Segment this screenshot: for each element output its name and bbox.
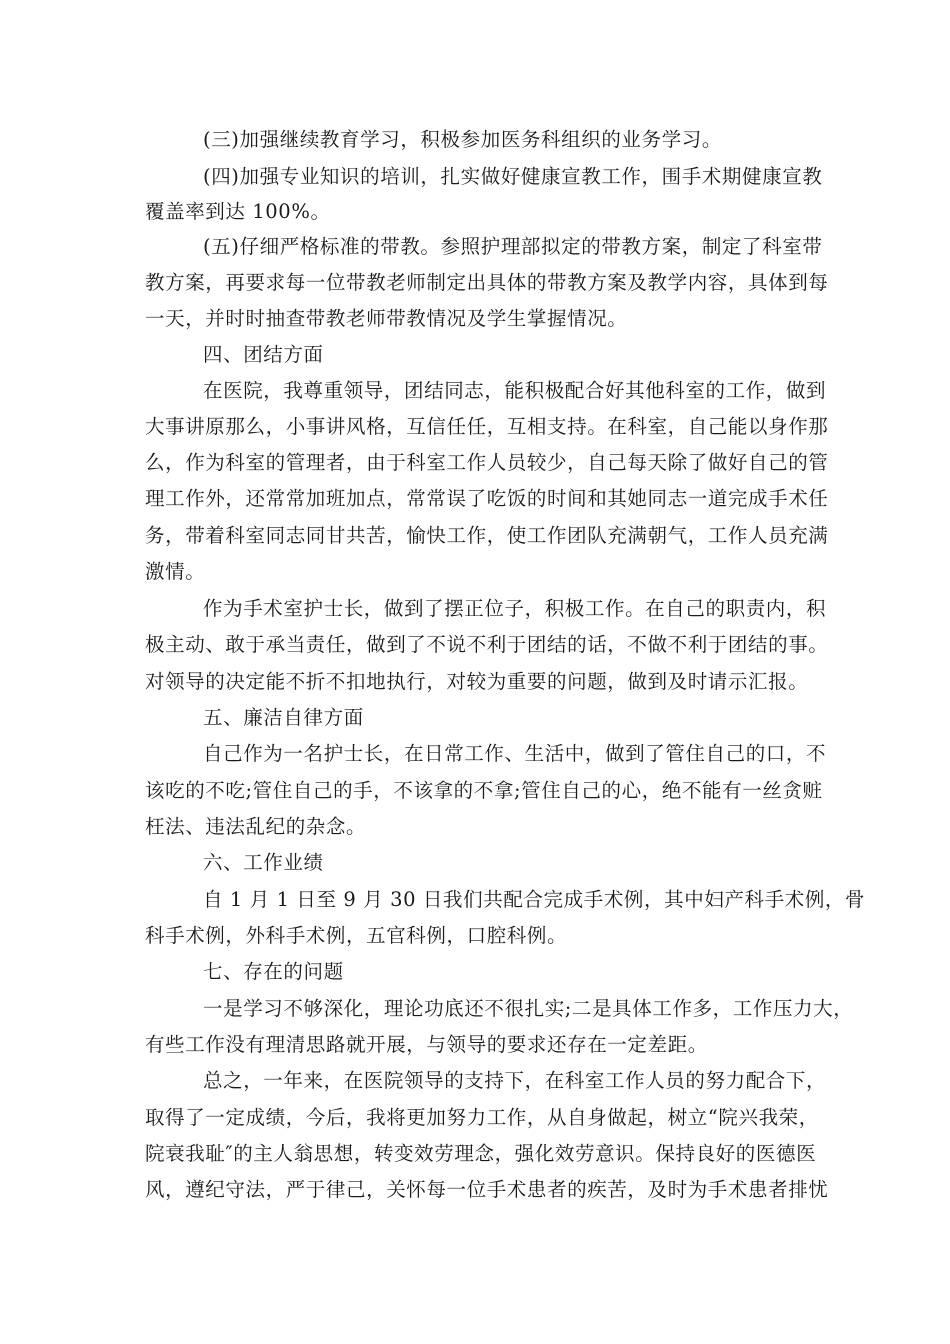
text-line: 该吃的不吃;管住自己的手，不该拿的不拿;管住自己的心，绝不能有一丝贪赃 (145, 779, 823, 802)
text-line: 覆盖率到达 100%。 (145, 200, 331, 223)
text-line: 院衰我耻″的主人翁思想，转变效劳理念，强化效劳意识。保持良好的医德医 (145, 1142, 817, 1165)
section-heading: 六、工作业绩 (203, 851, 324, 874)
text-line: 一是学习不够深化，理论功底还不很扎实;二是具体工作多，工作压力大， (203, 997, 854, 1020)
text-line: 激情。 (145, 560, 206, 583)
text-line: 么，作为科室的管理者，由于科室工作人员较少，自己每天除了做好自己的管 (145, 451, 829, 474)
text-line: (四)加强专业知识的培训，扎实做好健康宣教工作，围手术期健康宣教 (203, 165, 823, 188)
text-line: 对领导的决定能不折不扣地执行，对较为重要的问题，做到及时请示汇报。 (145, 670, 809, 693)
text-line: 风，遵纪守法，严于律己，关怀每一位手术患者的疾苦，及时为手术患者排忧 (145, 1178, 829, 1201)
text-line: 理工作外，还常常加班加点，常常误了吃饭的时间和其她同志一道完成手术任 (145, 487, 829, 510)
section-heading: 四、团结方面 (203, 343, 324, 366)
text-line: 自己作为一名护士长，在日常工作、生活中，做到了管住自己的口，不 (203, 742, 827, 765)
text-line: 教方案，再要求每一位带教老师制定出具体的带教方案及教学内容，具体到每 (145, 271, 829, 294)
text-line: 务，带着科室同志同甘共苦，愉快工作，使工作团队充满朝气，工作人员充满 (145, 524, 829, 547)
text-line: (五)仔细严格标准的带教。参照护理部拟定的带教方案，制定了科室带 (203, 235, 823, 258)
text-line: 科手术例，外科手术例，五官科例，口腔科例。 (145, 924, 568, 947)
text-line: 作为手术室护士长，做到了摆正位子，积极工作。在自己的职责内，积 (203, 597, 827, 620)
text-line: 有些工作没有理清思路就开展，与领导的要求还存在一定差距。 (145, 1033, 708, 1056)
text-line: 自 1 月 1 日至 9 月 30 日我们共配合完成手术例，其中妇产科手术例，骨 (203, 888, 866, 911)
text-line: 大事讲原那么，小事讲风格，互信任任，互相支持。在科室，自己能以身作那 (145, 415, 829, 438)
text-line: 在医院，我尊重领导，团结同志，能积极配合好其他科室的工作，做到 (203, 379, 827, 402)
text-line: 极主动、敢于承当责任，做到了不说不利于团结的话，不做不利于团结的事。 (145, 633, 829, 656)
text-line: 一天，并时时抽查带教老师带教情况及学生掌握情况。 (145, 307, 628, 330)
section-heading: 五、廉洁自律方面 (203, 706, 364, 729)
text-line: 总之，一年来，在医院领导的支持下，在科室工作人员的努力配合下， (203, 1069, 827, 1092)
text-line: 取得了一定成绩，今后，我将更加努力工作，从自身做起，树立“院兴我荣， (145, 1106, 819, 1129)
text-line: (三)加强继续教育学习，积极参加医务科组织的业务学习。 (203, 128, 722, 151)
text-line: 枉法、违法乱纪的杂念。 (145, 815, 367, 838)
section-heading: 七、存在的问题 (203, 960, 344, 983)
